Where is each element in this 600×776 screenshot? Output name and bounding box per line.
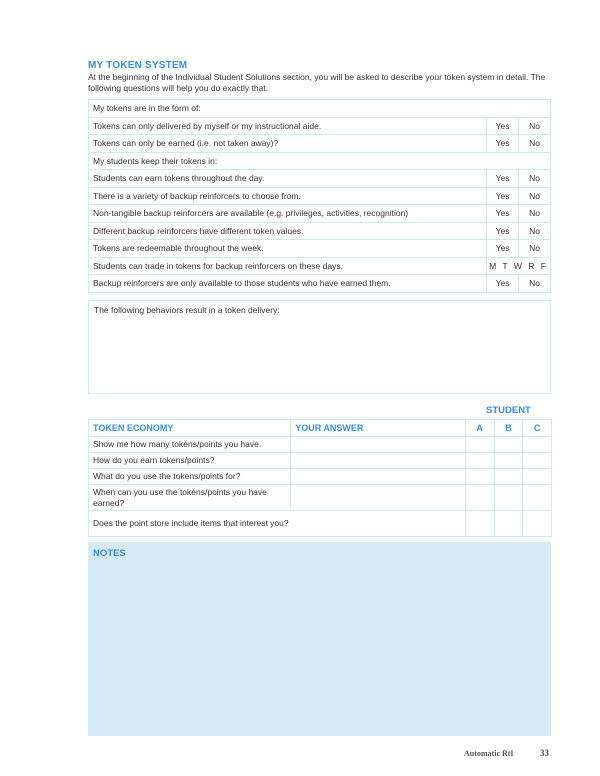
student-c-cell[interactable]: [523, 511, 552, 537]
yes-option[interactable]: Yes: [487, 205, 519, 223]
economy-row: [89, 469, 552, 485]
token-row-question: Tokens are redeemable throughout the week.: [89, 240, 487, 258]
student-b-cell[interactable]: [494, 437, 523, 453]
no-option[interactable]: No: [519, 275, 551, 293]
student-c-cell[interactable]: [523, 469, 552, 485]
econ-header-a: A: [465, 420, 494, 437]
notes-box[interactable]: [88, 542, 551, 736]
token-system-table: [88, 99, 551, 293]
token-row-question: Backup reinforcers are only available to those students who have earned them.: [89, 275, 487, 293]
days-options[interactable]: M T W R F: [487, 257, 551, 275]
economy-question: When can you use the tokens/points you have earned?: [89, 485, 291, 511]
token-row: [89, 152, 551, 170]
student-a-cell[interactable]: [465, 485, 494, 511]
footer-title: Automatic RtI: [464, 749, 514, 758]
yes-option[interactable]: Yes: [487, 135, 519, 153]
token-row: [89, 240, 551, 258]
economy-row: [89, 511, 552, 537]
econ-header-row: [89, 420, 552, 437]
student-a-cell[interactable]: [465, 469, 494, 485]
econ-header-b: B: [494, 420, 523, 437]
token-row-question: Students can trade in tokens for backup reinforcers on these days.: [89, 257, 487, 275]
answer-cell[interactable]: [291, 469, 466, 485]
yes-option[interactable]: Yes: [487, 170, 519, 188]
answer-cell[interactable]: [291, 453, 466, 469]
token-row: [89, 135, 551, 153]
behavior-box-label: The following behaviors result in a token delivery:: [94, 305, 280, 315]
notes-title: NOTES: [93, 548, 126, 559]
econ-header-c: C: [523, 420, 552, 437]
economy-question: Does the point store include items that interest you?: [89, 511, 466, 537]
answer-cell[interactable]: [291, 485, 466, 511]
answer-cell[interactable]: [291, 437, 466, 453]
student-c-cell[interactable]: [523, 437, 552, 453]
economy-row: [89, 453, 552, 469]
student-c-cell[interactable]: [523, 485, 552, 511]
student-label: STUDENT: [486, 405, 531, 416]
yes-option[interactable]: Yes: [487, 187, 519, 205]
yes-option[interactable]: Yes: [487, 222, 519, 240]
token-row: [89, 100, 551, 118]
student-a-cell[interactable]: [465, 453, 494, 469]
no-option[interactable]: No: [519, 170, 551, 188]
economy-question: What do you use the tokens/points for?: [89, 469, 291, 485]
token-row: [89, 170, 551, 188]
no-option[interactable]: No: [519, 222, 551, 240]
no-option[interactable]: No: [519, 117, 551, 135]
student-a-cell[interactable]: [465, 511, 494, 537]
economy-row: [89, 485, 552, 511]
token-row-question: Tokens can only delivered by myself or my instructional aide.: [89, 117, 487, 135]
yes-option[interactable]: Yes: [487, 117, 519, 135]
token-row-question: Tokens can only be earned (i.e. not taken away)?: [89, 135, 487, 153]
econ-header-answer: YOUR ANSWER: [291, 420, 466, 437]
econ-header-question: TOKEN ECONOMY: [89, 420, 291, 437]
student-a-cell[interactable]: [465, 437, 494, 453]
no-option[interactable]: No: [519, 135, 551, 153]
economy-question: Show me how many tokens/points you have.: [89, 437, 291, 453]
token-row: [89, 117, 551, 135]
behavior-box[interactable]: [88, 300, 551, 394]
token-row: [89, 187, 551, 205]
no-option[interactable]: No: [519, 205, 551, 223]
token-row-question: My students keep their tokens in:: [89, 152, 551, 170]
token-row-question: Non-tangible backup reinforcers are available (e.g. privileges, activities, recognition): [89, 205, 487, 223]
section-heading: MY TOKEN SYSTEM: [88, 60, 188, 71]
yes-option[interactable]: Yes: [487, 240, 519, 258]
token-row: [89, 222, 551, 240]
token-row-question: My tokens are in the form of:: [89, 100, 551, 118]
page-number: 33: [540, 748, 549, 758]
token-row-question: Different backup reinforcers have different token values.: [89, 222, 487, 240]
token-row: [89, 257, 551, 275]
student-b-cell[interactable]: [494, 485, 523, 511]
no-option[interactable]: No: [519, 187, 551, 205]
no-option[interactable]: No: [519, 240, 551, 258]
section-intro: At the beginning of the Individual Student Solutions section, you will be asked to describe your token system in detail. The following questions will help you do exactly that.: [88, 72, 546, 93]
student-c-cell[interactable]: [523, 453, 552, 469]
student-b-cell[interactable]: [494, 453, 523, 469]
token-row-question: Students can earn tokens throughout the day.: [89, 170, 487, 188]
token-row: [89, 205, 551, 223]
economy-question: How do you earn tokens/points?: [89, 453, 291, 469]
yes-option[interactable]: Yes: [487, 275, 519, 293]
economy-row: [89, 437, 552, 453]
token-row: [89, 275, 551, 293]
token-row-question: There is a variety of backup reinforcers to choose from.: [89, 187, 487, 205]
token-economy-table: [88, 419, 552, 537]
student-b-cell[interactable]: [494, 469, 523, 485]
student-b-cell[interactable]: [494, 511, 523, 537]
